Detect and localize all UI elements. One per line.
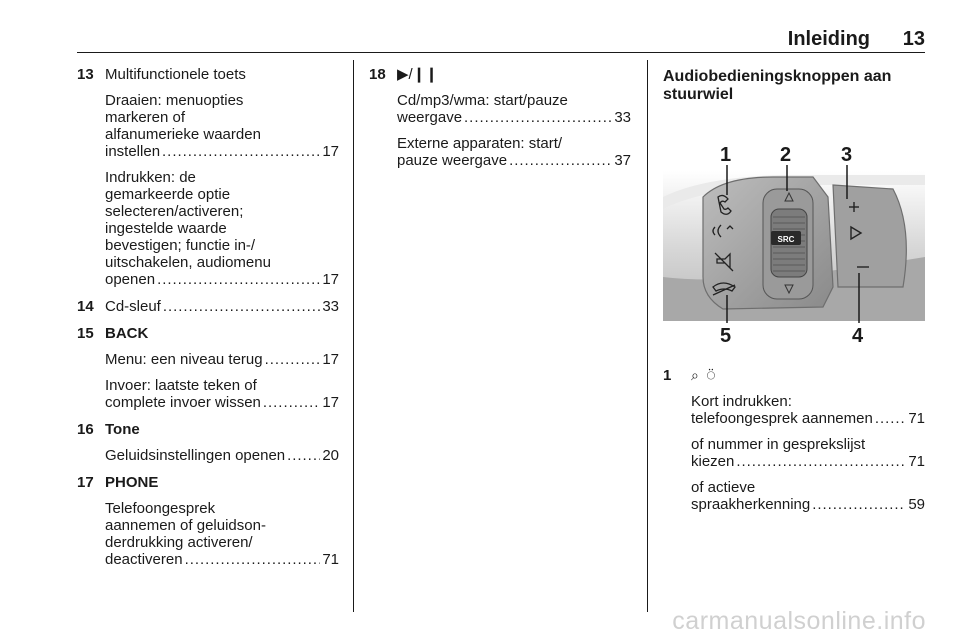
text-line: of nummer in gesprekslijst (691, 436, 866, 453)
text-line: uitschakelen, audiomenu (105, 254, 271, 271)
text-line: kiezen (691, 453, 735, 470)
toc-line (397, 152, 631, 169)
leader-dots (736, 453, 906, 470)
page-ref[interactable]: 37 (614, 152, 631, 169)
text-line: Kort indrukken: (691, 393, 792, 410)
entry-13 (77, 66, 339, 288)
text-line: Menu: een niveau terug (105, 351, 263, 368)
text-line: pauze weergave (397, 152, 508, 169)
toc-line (105, 271, 339, 288)
entry-paragraph (691, 436, 925, 470)
page-ref[interactable]: 20 (322, 447, 339, 464)
entry-paragraph (397, 92, 631, 126)
leader-dots (162, 143, 320, 160)
text-line: Geluidsinstellingen openen (105, 447, 286, 464)
text-line: Cd/mp3/wma: start/pauze (397, 92, 568, 109)
text-line: derdrukking activeren/ (105, 534, 253, 551)
entry-number: 13 (77, 66, 94, 83)
toc-line (105, 551, 339, 568)
leader-dots (875, 410, 907, 427)
toc-line (105, 351, 339, 368)
page-ref[interactable]: 33 (614, 109, 631, 126)
text-line: markeren of (105, 109, 186, 126)
callout-5: 5 (720, 325, 732, 347)
leader-dots (265, 351, 321, 368)
column-left (77, 66, 339, 578)
entry-1 (663, 367, 925, 513)
toc-line (397, 109, 631, 126)
text-line: openen (105, 271, 156, 288)
text-line: complete invoer wissen (105, 394, 261, 411)
text-line: Draaien: menuopties (105, 92, 244, 109)
text-line: Invoer: laatste teken of (105, 377, 257, 394)
text-line: telefoongesprek aannemen (691, 410, 873, 427)
watermark: carmanualsonline.info (672, 607, 926, 635)
text-line: gemarkeerde optie (105, 186, 231, 203)
entry-number: 16 (77, 421, 94, 438)
text-line: Indrukken: de (105, 169, 196, 186)
right-control-pad (833, 185, 906, 287)
entry-16 (77, 421, 339, 464)
page-number: 13 (902, 28, 925, 50)
callout-1: 1 (720, 144, 732, 166)
page-ref[interactable]: 33 (322, 298, 339, 315)
leader-dots (163, 298, 320, 315)
entry-paragraph (691, 479, 925, 513)
toc-line (691, 410, 925, 427)
entry-number: 1 (663, 367, 672, 384)
column-divider-left (353, 60, 354, 612)
text-line: bevestigen; functie in-/ (105, 237, 256, 254)
entry-14 (77, 298, 339, 315)
entry-paragraph (105, 92, 339, 160)
entry-paragraph (105, 377, 339, 411)
toc-line (691, 496, 925, 513)
callout-3: 3 (841, 144, 853, 166)
steering-wheel-illustration (663, 137, 925, 347)
text-line: ingestelde waarde (105, 220, 227, 237)
text-line: instellen (105, 143, 161, 160)
entry-paragraph (105, 447, 339, 464)
entry-18 (369, 66, 631, 169)
page-ref[interactable]: 17 (322, 394, 339, 411)
entry-paragraph (105, 500, 339, 568)
text-line: selecteren/activeren; (105, 203, 244, 220)
text-line: Telefoongesprek (105, 500, 216, 517)
text-line: aannemen of geluidson- (105, 517, 266, 534)
page-ref[interactable]: 17 (322, 143, 339, 160)
leader-dots (185, 551, 321, 568)
entry-17 (77, 474, 339, 568)
page-ref[interactable]: 59 (908, 496, 925, 513)
text-line: Externe apparaten: start/ (397, 135, 563, 152)
text-line: deactiveren (105, 551, 183, 568)
leader-dots (157, 271, 320, 288)
toc-line (105, 298, 339, 315)
leader-dots (464, 109, 612, 126)
page-ref[interactable]: 71 (908, 410, 925, 427)
entry-number: 18 (369, 66, 386, 83)
entry-heading: PHONE (105, 474, 159, 491)
page-ref[interactable]: 71 (908, 453, 925, 470)
leader-dots (812, 496, 906, 513)
play-pause-icon: ▶/❙❙ (397, 66, 438, 83)
entry-paragraph (105, 169, 339, 288)
leader-dots (263, 394, 320, 411)
entry-heading: Multifunctionele toets (105, 66, 246, 83)
text-line: of actieve (691, 479, 756, 496)
text-line: Cd-sleuf (105, 298, 161, 315)
src-label: SRC (777, 235, 795, 244)
toc-line (105, 394, 339, 411)
entry-paragraph (691, 393, 925, 427)
running-header-title: Inleiding (787, 28, 870, 50)
entry-paragraph (105, 351, 339, 368)
header-rule (77, 52, 925, 53)
entry-number: 15 (77, 325, 94, 342)
entry-15 (77, 325, 339, 411)
leader-dots (509, 152, 612, 169)
entry-heading: BACK (105, 325, 149, 342)
page-ref[interactable]: 71 (322, 551, 339, 568)
toc-line (105, 143, 339, 160)
toc-line (691, 453, 925, 470)
column-middle (369, 66, 631, 179)
callout-2: 2 (780, 144, 792, 166)
phone-voice-icon: ⌕ ⍥ (691, 367, 718, 383)
page-ref[interactable]: 17 (322, 271, 339, 288)
section-title-line: Audiobedieningsknoppen aan (663, 68, 892, 85)
leader-dots (287, 447, 320, 464)
section-title-line: stuurwiel (663, 86, 734, 103)
steering-wheel-controls-figure (663, 137, 925, 347)
text-line: alfanumerieke waarden (105, 126, 261, 143)
column-divider-right (647, 60, 648, 612)
section-title (663, 68, 925, 104)
entry-number: 17 (77, 474, 94, 491)
toc-line (105, 447, 339, 464)
callout-4: 4 (852, 325, 864, 347)
text-line: spraakherkenning (691, 496, 811, 513)
page-ref[interactable]: 17 (322, 351, 339, 368)
column-right (663, 66, 925, 523)
text-line: weergave (397, 109, 463, 126)
entry-paragraph (397, 135, 631, 169)
entry-heading: Tone (105, 421, 140, 438)
entry-number: 14 (77, 298, 94, 315)
